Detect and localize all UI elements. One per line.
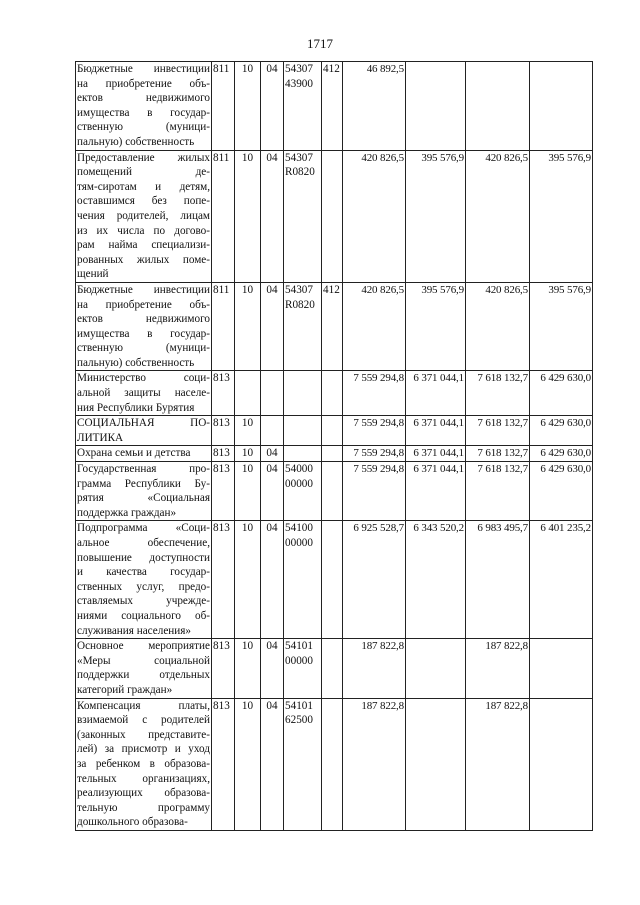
expense-type-cell — [322, 416, 343, 446]
row-name-line: СОЦИАЛЬНАЯ ПО- — [77, 417, 210, 430]
amount-cell-4: 6 401 235,2 — [530, 521, 593, 639]
row-name-line: за ребенком в образова- — [77, 757, 210, 770]
article-code-line: 54000 — [285, 463, 313, 476]
subsection-code-cell: 04 — [261, 446, 284, 462]
budget-table — [75, 61, 593, 831]
article-code-line: 54101 — [285, 699, 313, 712]
section-code-cell: 10 — [235, 462, 261, 521]
row-name-line: служивания населения» — [77, 624, 192, 637]
gr-code-cell: 813 — [212, 698, 235, 830]
amount-cell-3: 7 618 132,7 — [466, 371, 530, 416]
article-code-line: 54307 — [285, 283, 313, 296]
gr-code-cell: 813 — [212, 446, 235, 462]
table-row — [76, 639, 593, 698]
row-name-line: Предоставление жилых — [77, 151, 210, 164]
row-name-line: повышение доступности — [77, 551, 210, 564]
row-name-line: на приобретение объ- — [77, 298, 210, 311]
section-code-cell: 10 — [235, 639, 261, 698]
row-name-line: реализующих образова- — [77, 787, 210, 800]
article-code-cell — [284, 521, 322, 639]
row-name-line: ственную (муници- — [77, 121, 210, 134]
row-name-line: тям-сиротам и детям, — [77, 180, 210, 193]
row-name-cell — [76, 371, 212, 416]
amount-cell-3: 420 826,5 — [466, 282, 530, 371]
amount-cell-1: 7 559 294,8 — [343, 446, 406, 462]
row-name-line: тельных организациях, — [77, 772, 210, 785]
article-code-line: R0820 — [285, 166, 315, 179]
section-code-cell — [235, 371, 261, 416]
section-code-cell: 10 — [235, 150, 261, 282]
page-number: 1717 — [307, 36, 333, 51]
article-code-line: 54100 — [285, 522, 313, 535]
table-row — [76, 62, 593, 151]
row-name-line: взимаемой с родителей — [77, 714, 210, 727]
row-name-line: ЛИТИКА — [77, 431, 124, 444]
amount-cell-3: 7 618 132,7 — [466, 462, 530, 521]
expense-type-cell — [322, 521, 343, 639]
row-name-line: пальную) собственность — [77, 356, 195, 369]
table-row — [76, 282, 593, 371]
amount-cell-3: 6 983 495,7 — [466, 521, 530, 639]
section-code-cell: 10 — [235, 521, 261, 639]
row-name-cell — [76, 698, 212, 830]
section-code-cell: 10 — [235, 446, 261, 462]
row-name-line: рам найма специализи- — [77, 239, 210, 252]
amount-cell-1: 6 925 528,7 — [343, 521, 406, 639]
article-code-cell — [284, 698, 322, 830]
row-name-line: Подпрограмма «Соци- — [77, 522, 210, 535]
amount-cell-1: 420 826,5 — [343, 282, 406, 371]
amount-cell-2 — [406, 62, 466, 151]
section-code-cell: 10 — [235, 698, 261, 830]
row-name-line: Бюджетные инвестиции — [77, 283, 210, 296]
row-name-cell — [76, 446, 212, 462]
amount-cell-1: 187 822,8 — [343, 698, 406, 830]
table-row — [76, 150, 593, 282]
row-name-line: Основное мероприятие — [77, 640, 210, 653]
row-name-cell — [76, 639, 212, 698]
row-name-line: ственных услуг, предо- — [77, 580, 210, 593]
article-code-line: 62500 — [285, 714, 313, 727]
row-name-line: ставляемых учрежде- — [77, 595, 210, 608]
row-name-line: имущества в государ- — [77, 327, 210, 340]
row-name-line: оставшимся без попе- — [77, 195, 210, 208]
gr-code-cell: 813 — [212, 371, 235, 416]
row-name-line: имущества в государ- — [77, 106, 210, 119]
amount-cell-2 — [406, 639, 466, 698]
section-code-cell: 10 — [235, 62, 261, 151]
row-name-line: (законных представите- — [77, 728, 210, 741]
amount-cell-4: 6 429 630,0 — [530, 416, 593, 446]
row-name-line: тельную программу — [77, 801, 210, 814]
row-name-line: Государственная про- — [77, 463, 210, 476]
subsection-code-cell: 04 — [261, 521, 284, 639]
amount-cell-3: 187 822,8 — [466, 639, 530, 698]
article-code-cell — [284, 639, 322, 698]
budget-table-body — [76, 62, 593, 831]
article-code-cell — [284, 446, 322, 462]
expense-type-cell — [322, 462, 343, 521]
amount-cell-1: 7 559 294,8 — [343, 462, 406, 521]
amount-cell-2: 6 371 044,1 — [406, 371, 466, 416]
row-name-cell — [76, 521, 212, 639]
gr-code-cell: 811 — [212, 62, 235, 151]
amount-cell-3: 7 618 132,7 — [466, 416, 530, 446]
row-name-line: Министерство соци- — [77, 372, 210, 385]
article-code-line: 00000 — [285, 654, 313, 667]
row-name-line: альной защиты населе- — [77, 387, 210, 400]
subsection-code-cell: 04 — [261, 282, 284, 371]
article-code-cell — [284, 416, 322, 446]
article-code-cell — [284, 62, 322, 151]
gr-code-cell: 811 — [212, 150, 235, 282]
row-name-line: ектов недвижимого — [77, 313, 210, 326]
row-name-line: на приобретение объ- — [77, 77, 210, 90]
amount-cell-4 — [530, 639, 593, 698]
amount-cell-1: 46 892,5 — [343, 62, 406, 151]
row-name-line: поддержки отдельных — [77, 669, 210, 682]
subsection-code-cell: 04 — [261, 639, 284, 698]
row-name-line: грамма Республики Бу- — [77, 477, 210, 490]
amount-cell-2: 6 371 044,1 — [406, 446, 466, 462]
row-name-line: ектов недвижимого — [77, 92, 210, 105]
row-name-line: ственную (муници- — [77, 342, 210, 355]
expense-type-cell — [322, 371, 343, 416]
table-row — [76, 371, 593, 416]
section-code-cell: 10 — [235, 416, 261, 446]
amount-cell-1: 7 559 294,8 — [343, 416, 406, 446]
subsection-code-cell: 04 — [261, 62, 284, 151]
amount-cell-1: 7 559 294,8 — [343, 371, 406, 416]
amount-cell-4 — [530, 698, 593, 830]
amount-cell-3 — [466, 62, 530, 151]
row-name-line: дошкольного образова- — [77, 816, 188, 829]
amount-cell-3: 420 826,5 — [466, 150, 530, 282]
row-name-line: рятия «Социальная — [77, 492, 210, 505]
gr-code-cell: 813 — [212, 462, 235, 521]
article-code-line: 00000 — [285, 477, 313, 490]
gr-code-cell: 811 — [212, 282, 235, 371]
amount-cell-4: 6 429 630,0 — [530, 446, 593, 462]
amount-cell-4: 395 576,9 — [530, 282, 593, 371]
amount-cell-3: 187 822,8 — [466, 698, 530, 830]
amount-cell-2: 395 576,9 — [406, 150, 466, 282]
row-name-line: щений — [77, 268, 109, 281]
row-name-line: поддержка граждан» — [77, 506, 177, 519]
table-row — [76, 521, 593, 639]
row-name-line: рованных жилых поме- — [77, 253, 210, 266]
expense-type-cell: 412 — [322, 62, 343, 151]
row-name-line: Компенсация платы, — [77, 699, 210, 712]
table-row — [76, 698, 593, 830]
article-code-cell — [284, 282, 322, 371]
subsection-code-cell — [261, 416, 284, 446]
article-code-cell — [284, 462, 322, 521]
section-code-cell: 10 — [235, 282, 261, 371]
article-code-line: R0820 — [285, 298, 315, 311]
subsection-code-cell: 04 — [261, 150, 284, 282]
row-name-line: Бюджетные инвестиции — [77, 63, 210, 75]
row-name-cell — [76, 282, 212, 371]
amount-cell-1: 187 822,8 — [343, 639, 406, 698]
row-name-line: помещений де- — [77, 166, 210, 179]
row-name-line: «Меры социальной — [77, 654, 210, 667]
amount-cell-2: 6 343 520,2 — [406, 521, 466, 639]
row-name-line: альное обеспечение, — [77, 537, 210, 549]
row-name-line: Охрана семьи и детства — [77, 447, 191, 460]
row-name-line: лей) за присмотр и уход — [77, 743, 210, 756]
subsection-code-cell: 04 — [261, 698, 284, 830]
expense-type-cell — [322, 446, 343, 462]
row-name-line: ниями социального об- — [77, 609, 210, 622]
table-row — [76, 446, 593, 462]
expense-type-cell — [322, 639, 343, 698]
row-name-cell — [76, 416, 212, 446]
amount-cell-4: 6 429 630,0 — [530, 371, 593, 416]
row-name-cell — [76, 462, 212, 521]
amount-cell-2 — [406, 698, 466, 830]
row-name-line: ния Республики Бурятия — [77, 401, 195, 414]
amount-cell-2: 6 371 044,1 — [406, 462, 466, 521]
article-code-cell — [284, 371, 322, 416]
amount-cell-1: 420 826,5 — [343, 150, 406, 282]
row-name-line: и качества государ- — [77, 566, 210, 579]
article-code-cell — [284, 150, 322, 282]
article-code-line: 54307 — [285, 63, 313, 75]
article-code-line: 54307 — [285, 151, 313, 164]
row-name-line: категорий граждан» — [77, 683, 173, 696]
article-code-line: 54101 — [285, 640, 313, 653]
gr-code-cell: 813 — [212, 416, 235, 446]
amount-cell-2: 6 371 044,1 — [406, 416, 466, 446]
expense-type-cell — [322, 150, 343, 282]
article-code-line: 00000 — [285, 537, 313, 549]
row-name-line: чения родителей, лицам — [77, 209, 210, 222]
amount-cell-4: 395 576,9 — [530, 150, 593, 282]
amount-cell-3: 7 618 132,7 — [466, 446, 530, 462]
amount-cell-4 — [530, 62, 593, 151]
row-name-line: из их числа по догово- — [77, 224, 210, 237]
gr-code-cell: 813 — [212, 639, 235, 698]
row-name-cell — [76, 150, 212, 282]
row-name-line: пальную) собственность — [77, 135, 195, 148]
expense-type-cell — [322, 698, 343, 830]
amount-cell-2: 395 576,9 — [406, 282, 466, 371]
subsection-code-cell: 04 — [261, 462, 284, 521]
expense-type-cell: 412 — [322, 282, 343, 371]
amount-cell-4: 6 429 630,0 — [530, 462, 593, 521]
table-row — [76, 416, 593, 446]
article-code-line: 43900 — [285, 77, 313, 90]
subsection-code-cell — [261, 371, 284, 416]
gr-code-cell: 813 — [212, 521, 235, 639]
table-row — [76, 462, 593, 521]
row-name-cell — [76, 62, 212, 151]
